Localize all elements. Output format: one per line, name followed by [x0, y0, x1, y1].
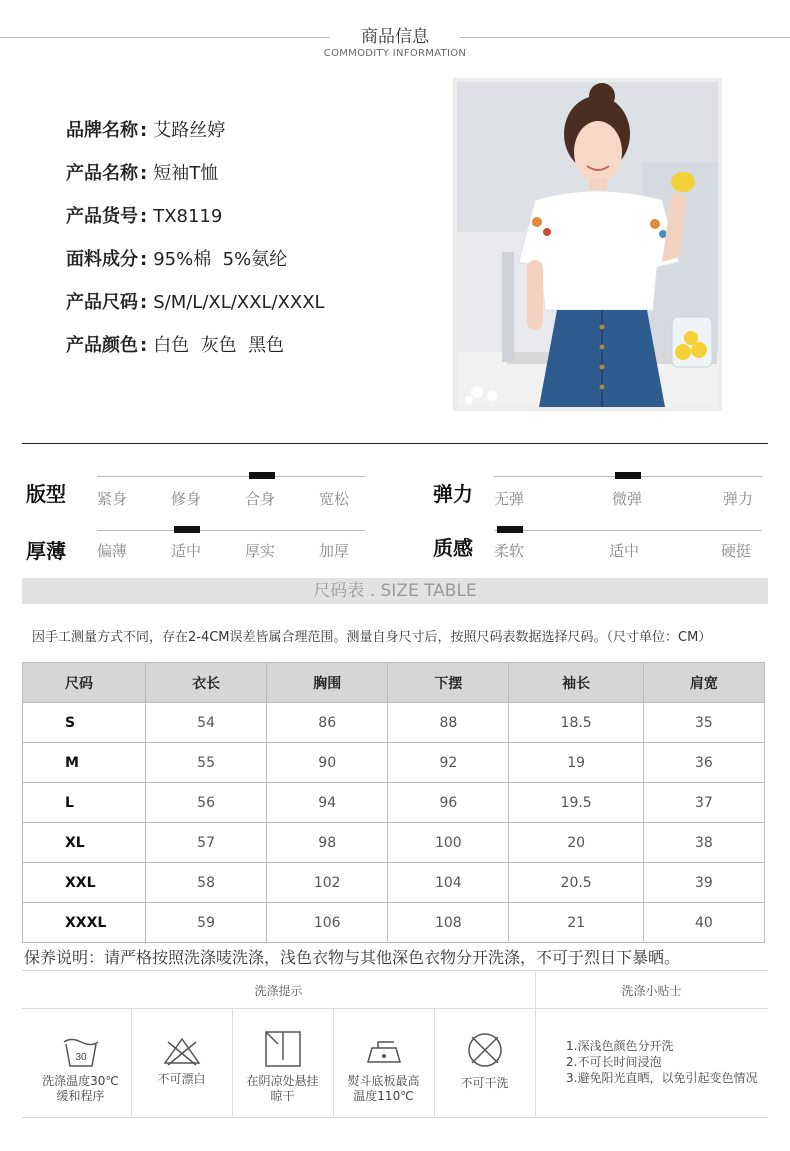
attr-elasticity-option: 弹力 [723, 490, 754, 508]
attr-elasticity-option: 微弹 [612, 490, 643, 508]
info-key: 产品颜色 [66, 335, 138, 356]
table-cell: 20 [509, 823, 643, 863]
table-cell: L [23, 783, 146, 823]
table-cell: 108 [388, 903, 509, 943]
wash-rule-mid [22, 1008, 768, 1009]
wash-30-icon [61, 1034, 101, 1068]
size-table-banner: 尺码表 . SIZE TABLE [22, 578, 768, 604]
wash-item [434, 1030, 535, 1091]
table-cell: 55 [146, 743, 267, 783]
no-dry-clean-icon [465, 1030, 505, 1070]
table-cell: 36 [643, 743, 764, 783]
wash-item [131, 1036, 232, 1087]
info-key: 品牌名称 [66, 120, 138, 141]
wash-tips-list [566, 1038, 757, 1086]
section-subtitle: COMMODITY INFORMATION [323, 48, 467, 59]
table-cell: M [23, 743, 146, 783]
attr-thickness-option: 加厚 [319, 542, 350, 560]
info-value: 95%棉 5%氨纶 [153, 249, 288, 270]
table-cell: 20.5 [509, 863, 643, 903]
size-table [22, 662, 765, 943]
table-cell: 19 [509, 743, 643, 783]
product-photo [453, 78, 722, 411]
info-value: TX8119 [153, 206, 223, 227]
wash-label: 缓和程序 [56, 1089, 105, 1103]
attr-texture-title: 质感 [433, 536, 473, 560]
care-instructions: 保养说明：请严格按照洗涤唛洗涤，浅色衣物与其他深色衣物分开洗涤，不可于烈日下暴晒。 [24, 948, 681, 967]
column-header: 尺码 [23, 663, 146, 703]
attr-thickness-option: 偏薄 [97, 542, 128, 560]
wash-rule-bottom [22, 1117, 768, 1118]
table-cell: 104 [388, 863, 509, 903]
info-key: 产品名称 [66, 163, 138, 184]
wash-label: 温度110℃ [353, 1089, 414, 1103]
table-cell: 96 [388, 783, 509, 823]
table-cell: 54 [146, 703, 267, 743]
attr-thickness-option: 厚实 [245, 542, 276, 560]
info-row-colors: 产品颜色 : 白色 灰色 黑色 [66, 335, 285, 356]
info-row-sizes: 产品尺码 : S/M/L/XL/XXL/XXXL [66, 292, 325, 313]
table-cell: 100 [388, 823, 509, 863]
table-cell: 56 [146, 783, 267, 823]
model-illustration [457, 82, 718, 407]
wash-label: 熨斗底板最高 [347, 1074, 420, 1088]
table-cell: XL [23, 823, 146, 863]
table-row [23, 783, 765, 823]
column-header: 衣长 [146, 663, 267, 703]
attr-texture-marker [497, 526, 523, 533]
wash-rule-top [22, 970, 768, 971]
attr-texture-option: 柔软 [494, 542, 525, 560]
table-cell: XXL [23, 863, 146, 903]
table-row [23, 903, 765, 943]
table-cell: 58 [146, 863, 267, 903]
attr-thickness-marker [174, 526, 200, 533]
table-cell: 21 [509, 903, 643, 943]
info-key: 产品货号 [66, 206, 138, 227]
info-key: 产品尺码 [66, 292, 138, 313]
wash-item [333, 1036, 434, 1104]
table-header-row [23, 663, 765, 703]
wash-label: 在阴凉处悬挂 [246, 1074, 319, 1088]
attr-elasticity-marker [615, 472, 641, 479]
table-cell: 57 [146, 823, 267, 863]
table-cell: 90 [267, 743, 388, 783]
table-cell: 98 [267, 823, 388, 863]
no-bleach-icon [162, 1036, 202, 1066]
info-key: 面料成分 [66, 249, 138, 270]
wash-label: 不可干洗 [460, 1076, 509, 1090]
table-cell: 35 [643, 703, 764, 743]
wash-tips-header: 洗涤提示 [254, 984, 303, 998]
attr-texture-scale [494, 530, 762, 531]
attr-fit-scale [97, 476, 365, 477]
info-value: 白色 灰色 黑色 [153, 335, 285, 356]
attr-fit-option: 合身 [245, 490, 276, 508]
size-note: 因手工测量方式不同，存在2-4CM误差皆属合理范围。测量自身尺寸后，按照尺码表数据选择尺码。（尺寸单位：CM） [32, 630, 712, 645]
table-cell: 102 [267, 863, 388, 903]
tip-item: 2.不可长时间浸泡 [566, 1055, 662, 1069]
info-value: S/M/L/XL/XXL/XXXL [153, 292, 325, 313]
attr-thickness-option: 适中 [171, 542, 202, 560]
table-cell: 94 [267, 783, 388, 823]
info-value: 短袖T恤 [153, 163, 219, 184]
tip-item: 1.深浅色颜色分开洗 [566, 1039, 674, 1053]
attr-fit-option: 修身 [171, 490, 202, 508]
table-cell: S [23, 703, 146, 743]
attr-elasticity-option: 无弹 [494, 490, 525, 508]
table-row [23, 743, 765, 783]
table-cell: 59 [146, 903, 267, 943]
table-cell: 106 [267, 903, 388, 943]
info-row-product-name: 产品名称 : 短袖T恤 [66, 163, 219, 184]
table-row [23, 823, 765, 863]
wash-label: 晾干 [270, 1089, 295, 1103]
attr-fit-marker [249, 472, 275, 479]
info-row-product-code: 产品货号 : TX8119 [66, 206, 223, 227]
attr-fit-option: 紧身 [97, 490, 128, 508]
attr-fit-option: 宽松 [319, 490, 350, 508]
info-row-brand: 品牌名称 : 艾路丝婷 [66, 120, 226, 141]
iron-low-icon [364, 1036, 404, 1068]
attr-texture-option: 硬挺 [721, 542, 752, 560]
line-dry-shade-icon [264, 1030, 302, 1068]
table-cell: 39 [643, 863, 764, 903]
wash-temp-label: 30 [74, 1052, 87, 1063]
section-divider [22, 443, 768, 444]
table-row [23, 863, 765, 903]
wash-label: 不可漂白 [157, 1072, 206, 1086]
wash-item [232, 1030, 333, 1104]
attr-elasticity-title: 弹力 [433, 482, 473, 506]
table-cell: XXXL [23, 903, 146, 943]
attr-texture-option: 适中 [609, 542, 640, 560]
table-cell: 88 [388, 703, 509, 743]
table-cell: 38 [643, 823, 764, 863]
table-cell: 92 [388, 743, 509, 783]
attr-thickness-title: 厚薄 [26, 539, 66, 563]
column-header: 袖长 [509, 663, 643, 703]
column-header: 胸围 [267, 663, 388, 703]
info-row-fabric: 面料成分 : 95%棉 5%氨纶 [66, 249, 288, 270]
table-cell: 19.5 [509, 783, 643, 823]
section-title: 商品信息 [361, 27, 429, 47]
table-cell: 86 [267, 703, 388, 743]
attr-fit-title: 版型 [26, 482, 66, 506]
column-header: 下摆 [388, 663, 509, 703]
column-header: 肩宽 [643, 663, 764, 703]
info-value: 艾路丝婷 [153, 120, 226, 141]
table-row [23, 703, 765, 743]
table-cell: 18.5 [509, 703, 643, 743]
attr-thickness-scale [97, 530, 365, 531]
table-cell: 40 [643, 903, 764, 943]
wash-item [30, 1034, 131, 1104]
tip-item: 3.避免阳光直晒，以免引起变色情况 [566, 1071, 758, 1085]
wash-label: 洗涤温度30℃ [42, 1074, 119, 1088]
wash-hints-header: 洗涤小贴士 [621, 984, 682, 998]
table-cell: 37 [643, 783, 764, 823]
